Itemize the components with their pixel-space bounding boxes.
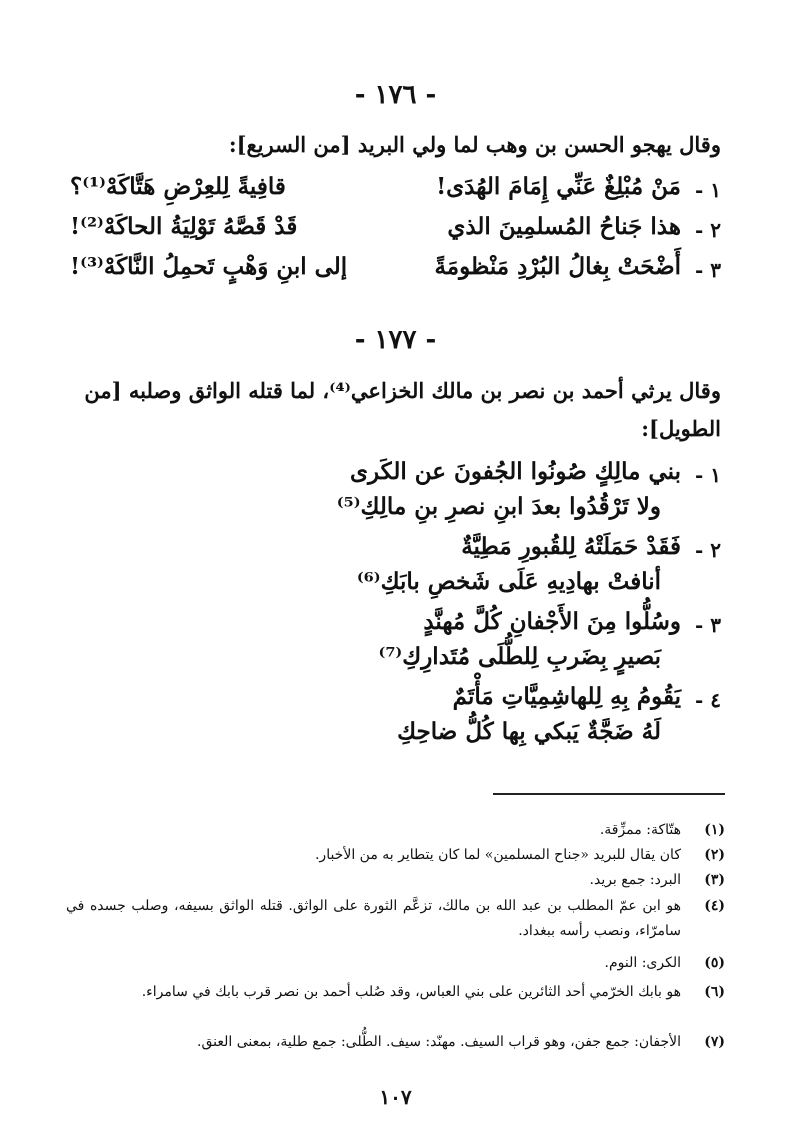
footnote-separator <box>493 793 725 795</box>
verse-first-hemistich: مَنْ مُبْلِغٌ عَنِّي إِمَامَ الهُدَى! <box>436 173 681 200</box>
poem-number-177: - ١٧٧ - <box>354 325 437 355</box>
verse-second-hemistich: إلى ابنِ وَهْبٍ تَحمِلُ النَّاكَهْ⁽³⁾! <box>70 253 348 280</box>
footnote-text: كان يقال للبريد «جناح المسلمين» لما كان يتطاير به من الأخبار. <box>314 847 681 863</box>
verse-first-hemistich: وسُلُّوا مِنَ الأَجْفانِ كُلَّ مُهنَّدٍ <box>423 608 681 635</box>
footnote-number: (٥) <box>704 955 725 971</box>
verse-number: ١ - <box>694 463 721 487</box>
verse-second-hemistich: لَهُ ضَجَّةٌ يَبكي بِها كُلُّ ضاحِكِ <box>397 718 661 745</box>
verse-first-hemistich: فَقَدْ حَمَلَتْهُ لِلقُبورِ مَطِيَّةٌ <box>461 533 681 560</box>
poem-number-176: - ١٧٦ - <box>354 80 437 110</box>
footnote-text: البرد: جمع بريد. <box>589 872 681 888</box>
footnote-text: هتّاكة: ممزِّقة. <box>599 822 681 838</box>
verse-number: ٢ - <box>694 538 721 562</box>
verse-second-hemistich: ولا تَرْقُدُوا بعدَ ابنِ نصرِ بنِ مالِكِ⁽⁵⁾ <box>336 493 661 520</box>
footnote-number: (٧) <box>704 1034 725 1050</box>
verse-first-hemistich: أَضْحَتْ بِغالُ البُرْدِ مَنْظومَةً <box>434 253 681 280</box>
footnote-text: هو ابن عمّ المطلب بن عبد الله بن مالك، تزعَّم الثورة على الواثق. قتله الواثق بسيفه، وصلب جسده في سامرّاء، ونصب رأسه ببغداد. <box>66 898 681 939</box>
verse-second-hemistich: بَصيرٍ بِضَربِ لِلطُّلَى مُتَدارِكِ⁽⁷⁾ <box>378 643 661 670</box>
footnote-number: (٣) <box>704 872 725 888</box>
verse-first-hemistich: هذا جَناحُ المُسلمِينَ الذي <box>447 213 681 240</box>
footnote-number: (٤) <box>704 898 725 914</box>
verse-first-hemistich: بني مالِكٍ صُونُوا الجُفونَ عن الكَرى <box>349 458 681 485</box>
footnote-number: (٢) <box>704 847 725 863</box>
footnote-text: الكرى: النوم. <box>604 955 681 971</box>
verse-number: ٤ - <box>694 688 721 712</box>
verse-number: ٣ - <box>694 258 721 282</box>
page-number: ١٠٧ <box>379 1085 412 1109</box>
footnote-number: (١) <box>704 822 725 838</box>
poem-intro-177: وقال يرثي أحمد بن نصر بن مالك الخزاعي⁽⁴⁾، لما قتله الواثق وصلبه [من الطويل]: <box>84 378 721 441</box>
footnote-text: الأجفان: جمع جفن، وهو قراب السيف. مهنّد: سيف. الطُّلى: جمع طلية، بمعنى العنق. <box>197 1034 681 1050</box>
verse-first-hemistich: يَقُومُ بِهِ لِلهاشِمِيَّاتِ مَأْتَمٌ <box>452 683 681 710</box>
footnote-number: (٦) <box>704 984 725 1000</box>
verse-second-hemistich: قَدْ قَصَّهُ تَوْلِيَةُ الحاكَهْ⁽²⁾! <box>70 213 298 240</box>
verse-number: ١ - <box>694 178 721 202</box>
verse-number: ٢ - <box>694 218 721 242</box>
verse-second-hemistich: أنافتْ بهادِيهِ عَلَى شَخصِ بابَكِ⁽⁶⁾ <box>356 568 661 595</box>
footnote-text: هو بابك الخرّمي أحد الثائرين على بني العباس، وقد صُلب أحمد بن نصر قرب بابك في سامراء. <box>141 984 681 1000</box>
poem-intro-176: وقال يهجو الحسن بن وهب لما ولي البريد [من السريع]: <box>228 132 721 157</box>
verse-number: ٣ - <box>694 613 721 637</box>
verse-second-hemistich: قافِيةً لِلعِرْضِ هَتَّاكَهْ⁽¹⁾؟ <box>70 173 286 200</box>
